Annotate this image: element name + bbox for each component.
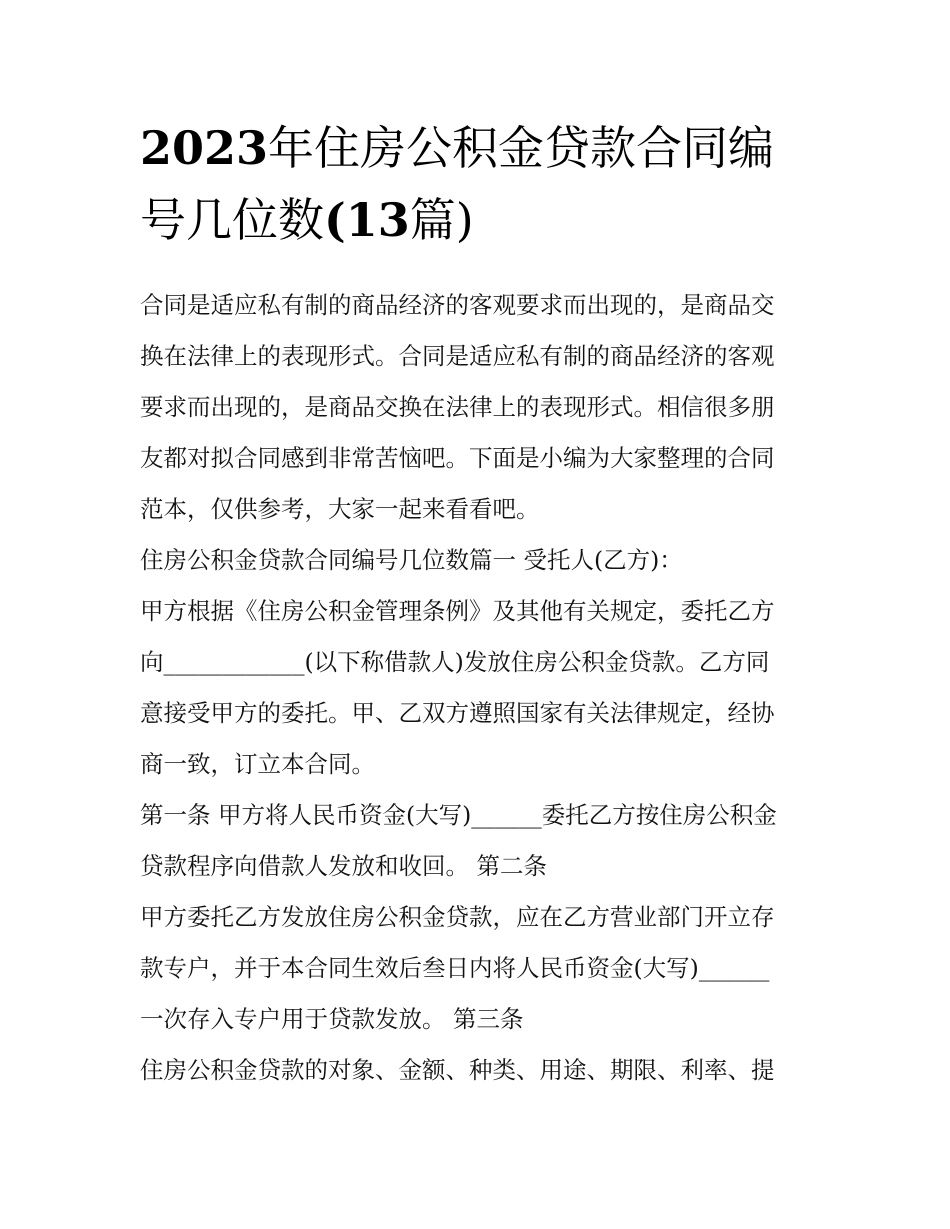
- body-line: 向____________(以下称借款人)发放住房公积金贷款。乙方同: [140, 648, 770, 676]
- title-line-1: [140, 121, 774, 175]
- body-line: 第一条 甲方将人民币资金(大写)______委托乙方按住房公积金: [140, 801, 777, 829]
- title-text-1: 年住房公积金贷款合同编: [268, 121, 775, 175]
- body-line: 商一致，订立本合同。: [140, 750, 375, 778]
- section-heading-line: 住房公积金贷款合同编号几位数篇一 受托人(乙方)：: [140, 546, 683, 574]
- body-line: 甲方委托乙方发放住房公积金贷款，应在乙方营业部门开立存: [140, 903, 775, 931]
- body-line: 款专户，并于本合同生效后叁日内将人民币资金(大写)______: [140, 954, 770, 982]
- title-text-2: 号几位数: [140, 193, 324, 247]
- body-line: 意接受甲方的委托。甲、乙双方遵照国家有关法律规定，经协: [140, 699, 775, 727]
- body-line: 要求而出现的，是商品交换在法律上的表现形式。相信很多朋: [140, 393, 775, 421]
- body-line: 甲方根据《住房公积金管理条例》及其他有关规定，委托乙方: [140, 597, 775, 625]
- body-line: 范本，仅供参考，大家一起来看看吧。: [140, 495, 540, 523]
- title-count: (13: [324, 193, 410, 247]
- body-line: 一次存入专户用于贷款发放。 第三条: [140, 1005, 524, 1033]
- body-line: 友都对拟合同感到非常苦恼吧。下面是小编为大家整理的合同: [140, 444, 775, 472]
- body-line: 住房公积金贷款的对象、金额、种类、用途、期限、利率、提: [140, 1056, 775, 1084]
- title-text-3: 篇): [409, 193, 474, 247]
- body-line: 换在法律上的表现形式。合同是适应私有制的商品经济的客观: [140, 342, 775, 370]
- title-year: 2023: [140, 121, 269, 175]
- body-line: 合同是适应私有制的商品经济的客观要求而出现的，是商品交: [140, 291, 775, 319]
- document-body: [140, 280, 830, 1096]
- body-line: 贷款程序向借款人发放和收回。 第二条: [140, 852, 547, 880]
- title-line-2: [140, 193, 474, 247]
- document-title: [140, 112, 830, 256]
